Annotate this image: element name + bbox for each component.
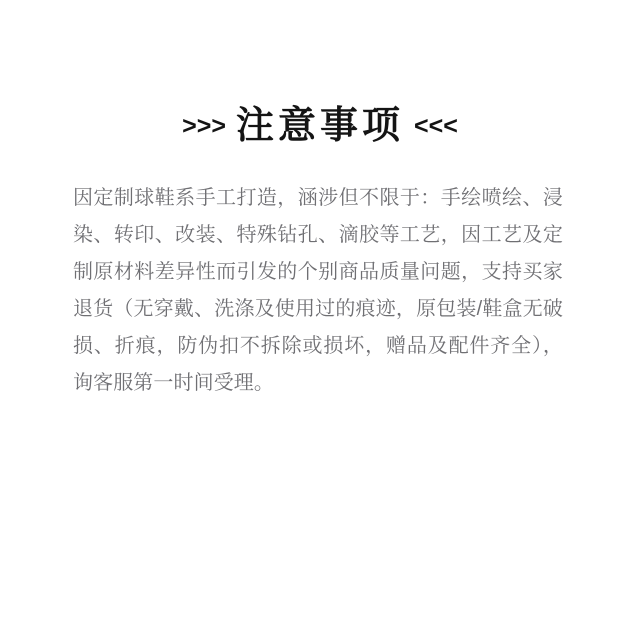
notice-title-text: 注意事项 <box>235 105 404 147</box>
chevrons-right-icon: >>> <box>182 112 226 140</box>
notice-title <box>0 106 640 154</box>
chevrons-left-icon: <<< <box>414 112 458 140</box>
notice-body-text: 因定制球鞋系手工打造，涵涉但不限于：手绘喷绘、浸染、转印、改装、特殊钻孔、滴胶等工艺，因工艺及定制原材料差异性而引发的个别商品质量问题，支持买家退货（无穿戴、洗涤及使用过的痕迹，原包装/鞋盒无破损、折痕，防伪扣不拆除或损坏，赠品及配件齐全），询客服第一时间受理。 <box>73 187 563 394</box>
